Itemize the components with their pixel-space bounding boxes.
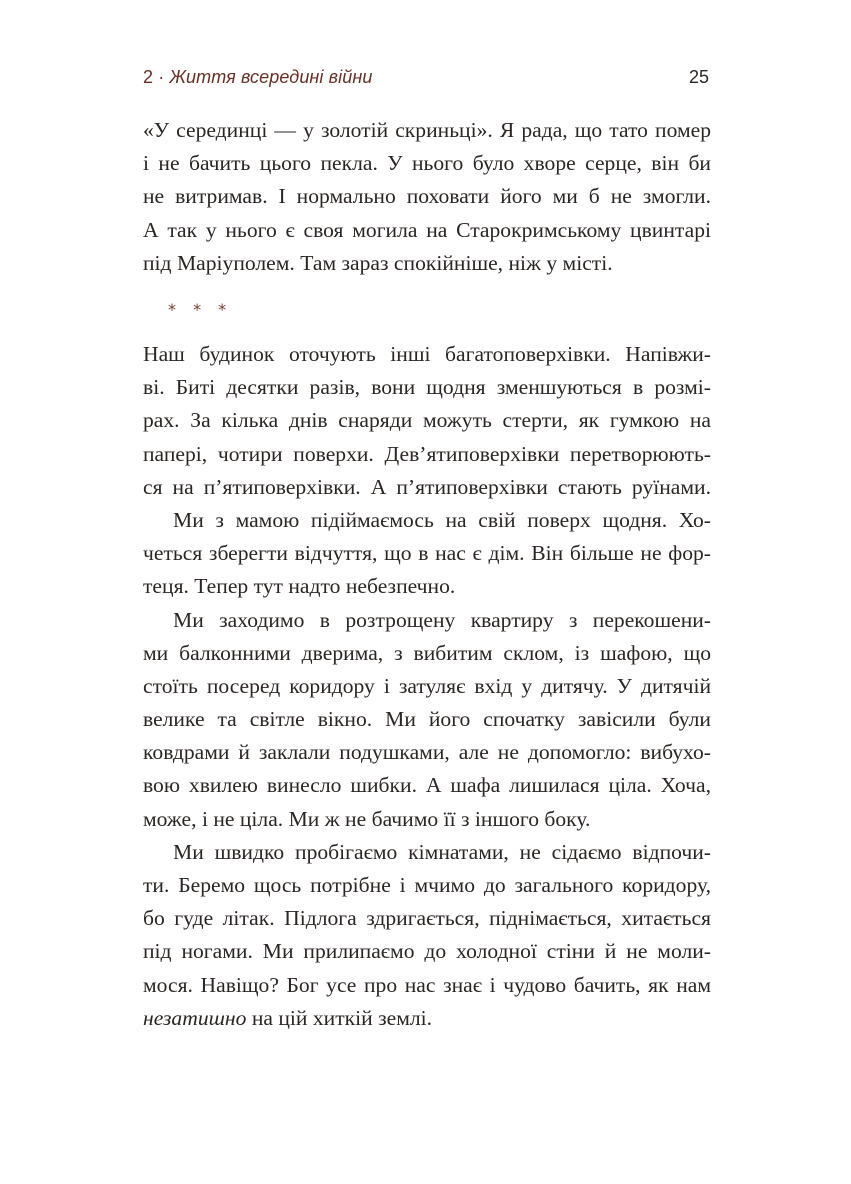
text-line: Наш будинок оточують інші багатоповерхівки. Напівжи- bbox=[143, 342, 711, 366]
section-separator-asterisks: * * * bbox=[168, 300, 233, 319]
text-fragment: на цій хиткій землі. bbox=[246, 1005, 433, 1030]
text-line: Ми з мамою підіймаємось на свій поверх щодня. Хо- bbox=[173, 507, 711, 532]
text-line: ся на п’ятиповерхівки. А п’ятиповерхівки стають руїнами. bbox=[143, 474, 711, 499]
text-line: не витримав. І нормально поховати його ми б не змогли. bbox=[143, 184, 711, 209]
italic-emphasis: незатишно bbox=[143, 1005, 247, 1030]
text-line: бо гуде літак. Підлога здригається, піднімається, хитається bbox=[143, 906, 711, 931]
running-head bbox=[143, 62, 709, 92]
running-title bbox=[143, 67, 372, 88]
text-line: Ми заходимо в розтрощену квартиру з перекошени- bbox=[173, 607, 711, 632]
chapter-number: 2 · bbox=[143, 66, 165, 87]
text-line: А так у нього є своя могила на Старокримському цвинтарі bbox=[143, 217, 711, 242]
text-line-final bbox=[143, 1002, 711, 1035]
text-line: вою хвилею винесло шибки. А шафа лишилася ціла. Хоча, bbox=[143, 773, 711, 798]
text-line: папері, чотири поверхи. Дев’ятиповерхівки перетворюють- bbox=[143, 441, 711, 466]
text-line: може, і не ціла. Ми ж не бачимо її з іншого боку. bbox=[143, 806, 591, 831]
text-line: велике та світле вікно. Ми його спочатку завісили були bbox=[143, 707, 711, 732]
chapter-title: Життя всередині війни bbox=[169, 66, 373, 87]
text-line: ти. Беремо щось потрібне і мчимо до загального коридору, bbox=[143, 873, 711, 897]
text-line: теця. Тепер тут надто небезпечно. bbox=[143, 574, 456, 599]
section-1 bbox=[143, 114, 711, 280]
text-line: під Маріуполем. Там зараз спокійніше, ніж у місті. bbox=[143, 250, 613, 275]
text-line: Ми швидко пробігаємо кімнатами, не сідаємо відпочи- bbox=[173, 839, 711, 864]
text-line: і не бачить цього пекла. У нього було хворе серце, він би bbox=[143, 151, 711, 176]
text-line: рах. За кілька днів снаряди можуть стерти, як гумкою на bbox=[143, 408, 711, 433]
text-line: стоїть посеред коридору і затуляє вхід у дитячу. У дитячій bbox=[143, 673, 711, 698]
text-line: четься зберегти відчуття, що в нас є дім. Він більше не фор- bbox=[143, 541, 711, 566]
text-line: під ногами. Ми прилипаємо до холодної стіни й не моли- bbox=[143, 939, 711, 964]
text-line: ві. Биті десятки разів, вони щодня зменшуються в розмі- bbox=[143, 375, 711, 400]
page-number: 25 bbox=[688, 66, 709, 87]
section-2 bbox=[143, 338, 711, 1035]
text-line: ми балконними дверима, з вибитим склом, із шафою, що bbox=[143, 640, 711, 665]
text-line: ковдрами й заклали подушками, але не допомогло: вибухо- bbox=[143, 740, 711, 765]
text-line: мося. Навіщо? Бог усе про нас знає і чудово бачить, як нам bbox=[143, 972, 711, 997]
text-line: «У серединці — у золотій скриньці». Я рада, що тато помер bbox=[143, 118, 711, 142]
